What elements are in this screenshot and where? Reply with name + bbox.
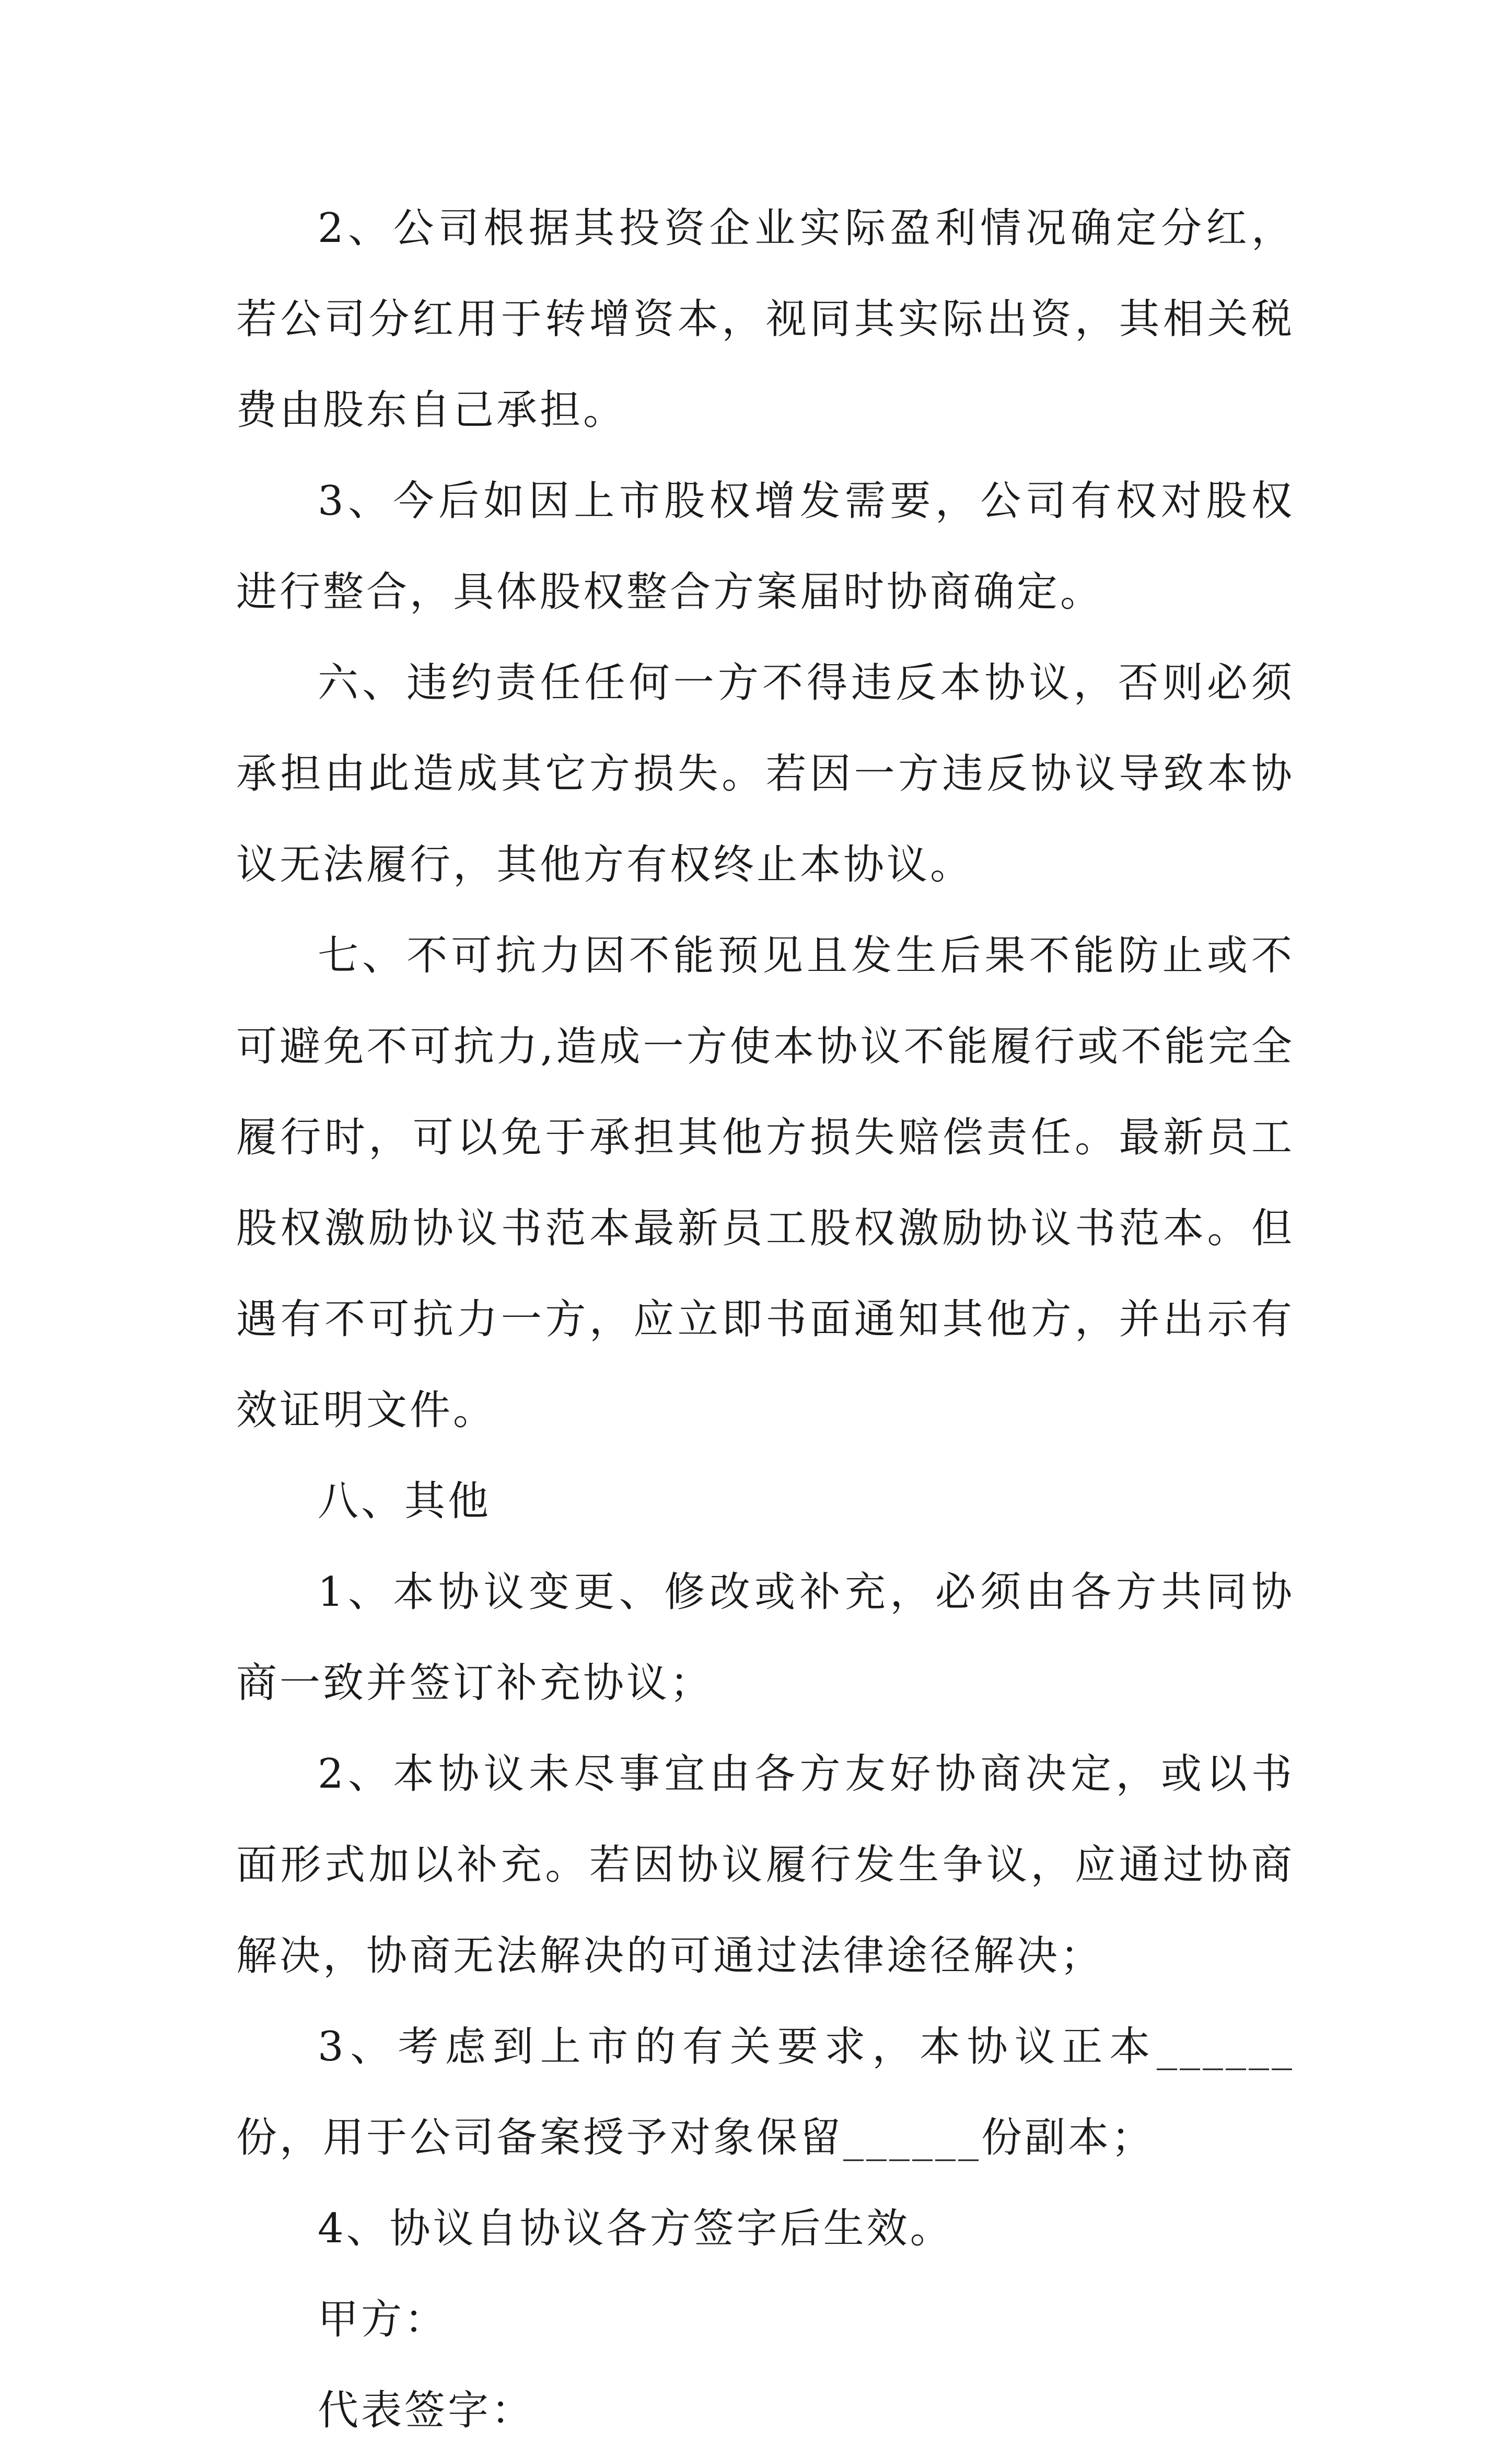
party-a-label: 甲方：	[318, 2296, 448, 2343]
document-body	[236, 183, 1295, 2456]
paragraph-effective: 4、协议自协议各方签字后生效。	[318, 2205, 953, 2252]
paragraph-copies: 3、考虑到上市的有关要求，本协议正本______份，用于公司备案授予对象保留______份副本；	[236, 2023, 1295, 2161]
paragraph-amendment: 1、本协议变更、修改或补充，必须由各方共同协商一致并签订补充协议；	[236, 1569, 1295, 1707]
representative-signature-label: 代表签字：	[318, 2387, 535, 2434]
paragraph-dispute: 2、本协议未尽事宜由各方友好协商决定，或以书面形式加以补充。若因协议履行发生争议，应通过协商解决，协商无法解决的可通过法律途径解决；	[236, 1751, 1295, 1979]
paragraph-dividend: 2、公司根据其投资企业实际盈利情况确定分红，若公司分红用于转增资本，视同其实际出资，其相关税费由股东自己承担。	[236, 205, 1295, 434]
paragraph-equity-integration: 3、今后如因上市股权增发需要，公司有权对股权进行整合，具体股权整合方案届时协商确定。	[236, 478, 1295, 616]
paragraph-breach-liability: 六、违约责任任何一方不得违反本协议，否则必须承担由此造成其它方损失。若因一方违反协议导致本协议无法履行，其他方有权终止本协议。	[236, 659, 1295, 888]
section-heading-other: 八、其他	[318, 1478, 492, 1525]
paragraph-force-majeure: 七、不可抗力因不能预见且发生后果不能防止或不可避免不可抗力,造成一方使本协议不能履行或不能完全履行时，可以免于承担其他方损失赔偿责任。最新员工股权激励协议书范本最新员工股权激励协议书范本。但遇有不可抗力一方，应立即书面通知其他方，并出示有效证明文件。	[236, 932, 1295, 1434]
